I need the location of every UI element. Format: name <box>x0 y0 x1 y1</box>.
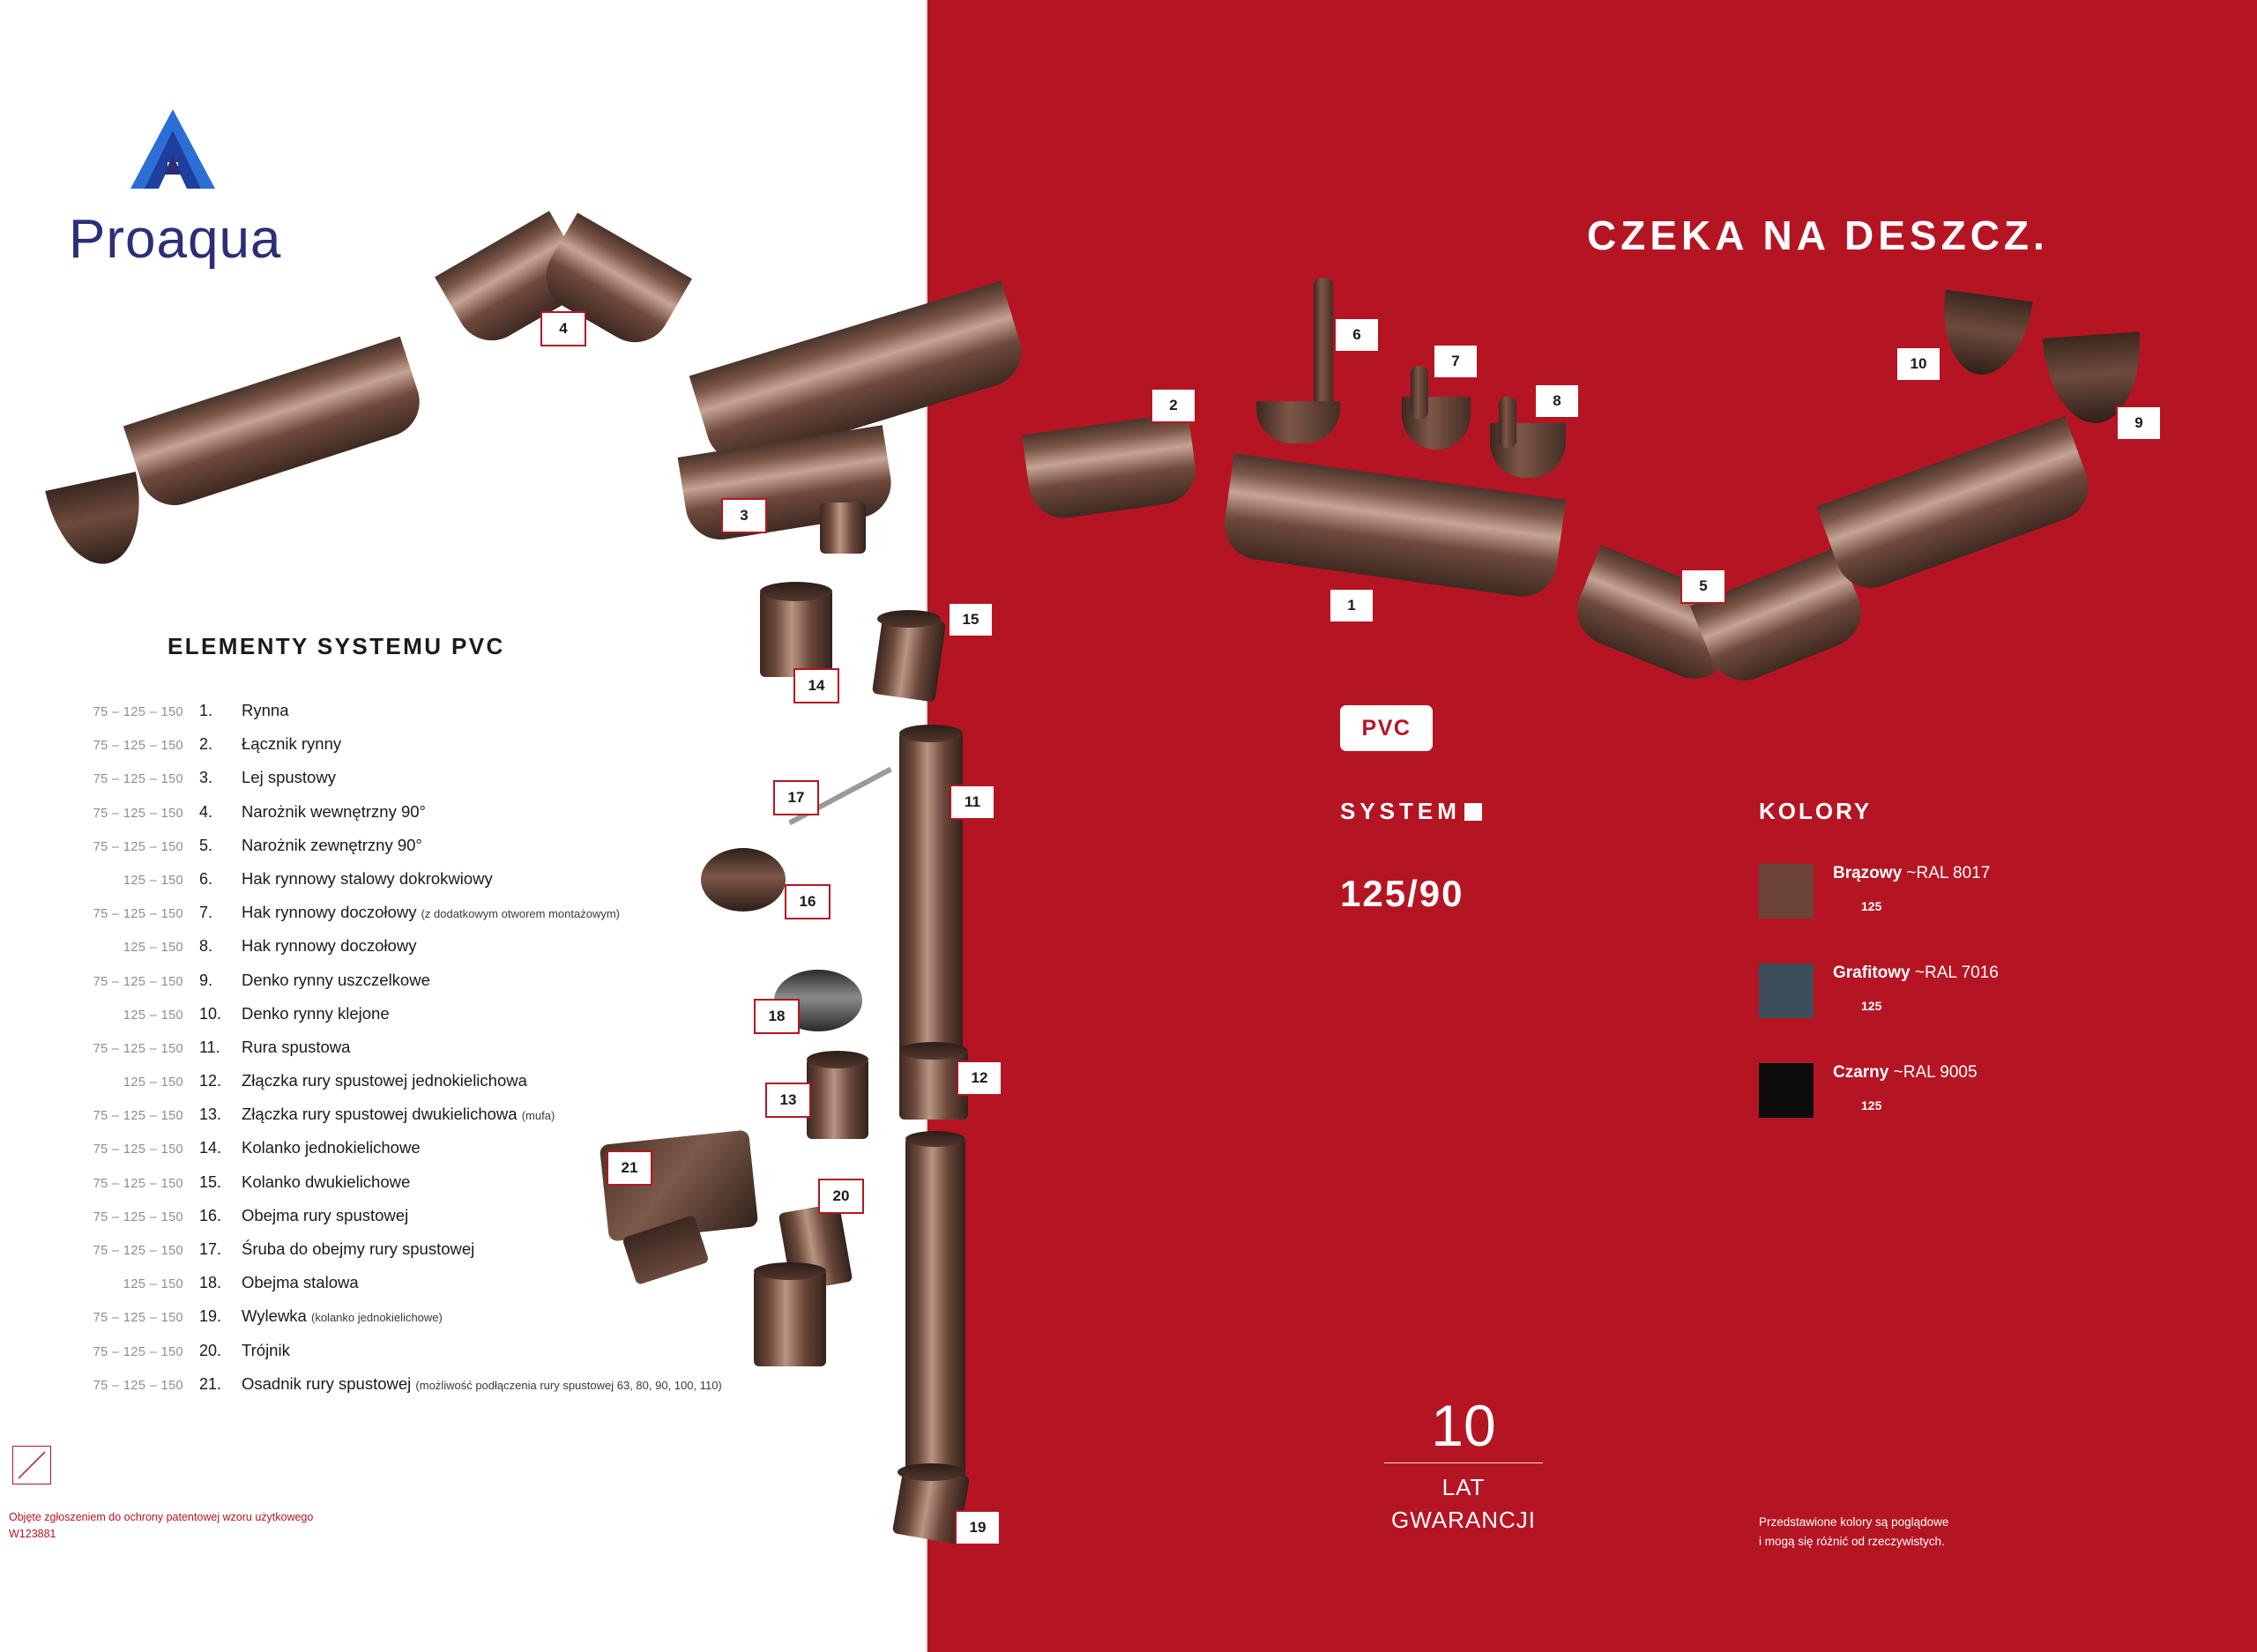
fascia-hook-stem-art-7 <box>1411 366 1428 419</box>
callout-14[interactable]: 14 <box>793 668 839 703</box>
part-row <box>51 1038 898 1071</box>
callout-1[interactable]: 1 <box>1329 588 1374 623</box>
callout-20[interactable]: 20 <box>818 1179 864 1214</box>
part-name <box>242 1341 290 1360</box>
color-disclaimer-line2: i mogą się różnić od rzeczywistych. <box>1759 1534 1945 1548</box>
patent-note <box>9 1509 313 1543</box>
part-name <box>242 768 336 787</box>
callout-4[interactable]: 4 <box>540 311 586 346</box>
proaqua-triangle-logo-icon <box>123 104 222 203</box>
part-row <box>51 903 898 936</box>
part-sizes: 75 – 125 – 150 <box>93 1209 183 1224</box>
part-name <box>242 1071 527 1090</box>
part-number: 13. <box>199 1105 222 1124</box>
callout-16[interactable]: 16 <box>785 884 831 919</box>
color-item-brown <box>1759 864 1990 919</box>
part-name <box>242 1374 722 1394</box>
part-sizes: 75 – 125 – 150 <box>93 806 183 821</box>
downpipe-art-upper <box>899 732 963 1062</box>
part-number: 2. <box>199 735 213 754</box>
callout-6[interactable]: 6 <box>1334 317 1380 353</box>
part-sizes: 75 – 125 – 150 <box>93 1344 183 1359</box>
part-row <box>51 802 898 836</box>
part-name <box>242 971 430 990</box>
part-number: 9. <box>199 971 213 989</box>
part-name-text: Rura spustowa <box>242 1037 351 1056</box>
part-row <box>51 701 898 734</box>
pvc-badge <box>1340 705 1433 751</box>
part-number: 20. <box>199 1341 222 1359</box>
part-number: 19. <box>199 1307 222 1326</box>
part-name-text: Kolanko dwukielichowe <box>242 1172 411 1191</box>
warranty-rule <box>1384 1462 1543 1463</box>
parts-list-title: ELEMENTY SYSTEMU PVC <box>168 633 505 659</box>
part-name-text: Obejma rury spustowej <box>242 1205 409 1224</box>
part-sizes: 75 – 125 – 150 <box>93 1378 183 1393</box>
part-name-text: Hak rynnowy stalowy dokrokwiowy <box>242 868 493 888</box>
steel-rafter-hook-art <box>1314 278 1333 419</box>
downpipe-art-lower <box>905 1137 965 1490</box>
callout-9[interactable]: 9 <box>2116 406 2162 441</box>
color-size-brown: 125 <box>1861 899 1882 913</box>
warranty-number: 10 <box>1431 1393 1496 1458</box>
part-name-text: Narożnik zewnętrzny 90° <box>242 835 422 854</box>
part-sizes: 125 – 150 <box>123 1008 183 1023</box>
callout-10[interactable]: 10 <box>1896 346 1941 382</box>
part-name <box>242 1172 410 1192</box>
double-socket-rim-art <box>807 1051 868 1068</box>
warranty-years-label: LAT <box>1441 1473 1486 1500</box>
part-name-text: Hak rynnowy doczołowy <box>242 936 417 956</box>
part-row <box>51 734 898 768</box>
part-name <box>242 1038 350 1057</box>
part-sizes: 75 – 125 – 150 <box>93 1041 183 1056</box>
color-size-black: 125 <box>1861 1098 1882 1112</box>
tee-body-art <box>754 1269 826 1366</box>
part-sizes: 75 – 125 – 150 <box>93 739 183 754</box>
part-row <box>51 1172 898 1206</box>
part-name-text: Hak rynnowy doczołowy <box>242 903 417 922</box>
part-sizes: 75 – 125 – 150 <box>93 907 183 922</box>
part-name <box>242 903 620 922</box>
color-name-graphite: Grafitowy ~RAL 7016 <box>1833 964 1999 982</box>
part-number: 10. <box>199 1004 222 1023</box>
elbow-single-rim-art <box>760 582 832 601</box>
patent-note-line2: W123881 <box>9 1527 56 1540</box>
callout-17[interactable]: 17 <box>773 780 819 815</box>
part-name-text: Trójnik <box>242 1340 290 1359</box>
part-name <box>242 734 341 754</box>
callout-21[interactable]: 21 <box>607 1150 652 1186</box>
double-socket-coupler-art <box>807 1058 868 1139</box>
part-sizes: 125 – 150 <box>123 873 183 888</box>
part-name <box>242 1239 474 1259</box>
system-label-square-icon <box>1464 803 1482 821</box>
headline: CZEKA NA DESZCZ. <box>1587 212 2049 258</box>
gutter-end-cap-art <box>45 472 153 573</box>
callout-7[interactable]: 7 <box>1433 344 1479 379</box>
color-item-black <box>1759 1063 1978 1118</box>
part-name <box>242 936 416 956</box>
color-size-graphite: 125 <box>1861 999 1882 1013</box>
callout-15[interactable]: 15 <box>948 602 994 637</box>
callout-8[interactable]: 8 <box>1534 383 1580 419</box>
part-number: 17. <box>199 1240 222 1258</box>
part-name-note: (kolanko jednokielichowe) <box>311 1311 443 1325</box>
part-name-text: Złączka rury spustowej jednokielichowa <box>242 1071 527 1090</box>
gutter-art-left <box>123 337 428 515</box>
part-name <box>242 836 422 855</box>
part-name-note: (z dodatkowym otworem montażowym) <box>421 907 620 921</box>
part-row <box>51 1206 898 1239</box>
part-sizes: 125 – 150 <box>123 1075 183 1090</box>
part-name-text: Wylewka <box>242 1306 307 1326</box>
part-number: 11. <box>199 1038 220 1056</box>
color-swatch-black <box>1759 1063 1814 1118</box>
part-sizes: 75 – 125 – 150 <box>93 1109 183 1124</box>
part-number: 5. <box>199 836 213 854</box>
colors-title: KOLORY <box>1759 798 1873 824</box>
color-swatch-graphite <box>1759 964 1814 1018</box>
part-number: 1. <box>199 702 213 719</box>
patent-icon <box>12 1446 51 1485</box>
part-sizes: 75 – 125 – 150 <box>93 1176 183 1191</box>
part-number: 7. <box>199 904 213 922</box>
outflow-rim-art <box>898 1463 965 1481</box>
part-name-text: Osadnik rury spustowej <box>242 1373 412 1393</box>
warranty-badge <box>1384 1393 1543 1534</box>
color-name-brown: Brązowy ~RAL 8017 <box>1833 864 1991 882</box>
part-name <box>242 701 288 720</box>
part-name <box>242 1273 359 1292</box>
part-name-text: Obejma stalowa <box>242 1273 359 1292</box>
part-name-note: (możliwość podłączenia rury spustowej 63, 80, 90, 100, 110) <box>415 1378 722 1392</box>
system-label-text: SYSTEM <box>1340 798 1461 824</box>
part-name <box>242 1306 443 1326</box>
callout-18[interactable]: 18 <box>754 999 800 1034</box>
part-name <box>242 869 493 889</box>
part-name <box>242 1105 555 1124</box>
part-name-text: Denko rynny uszczelkowe <box>242 970 430 989</box>
part-name-text: Lej spustowy <box>242 768 336 787</box>
part-name-text: Rynna <box>242 701 289 719</box>
part-row <box>51 936 898 970</box>
part-sizes: 125 – 150 <box>123 1277 183 1292</box>
elbow-double-rim-art <box>877 610 941 628</box>
part-name-note: (mufa) <box>521 1109 555 1123</box>
part-name-text: Narożnik wewnętrzny 90° <box>242 801 426 821</box>
elbow-single-art <box>760 589 832 677</box>
part-name <box>242 802 426 822</box>
part-number: 14. <box>199 1139 222 1157</box>
part-number: 3. <box>199 769 213 787</box>
callout-11[interactable]: 11 <box>950 785 995 820</box>
downpipe-rim-art-lower <box>905 1131 965 1147</box>
part-number: 4. <box>199 802 213 821</box>
part-name <box>242 1004 390 1023</box>
part-sizes: 75 – 125 – 150 <box>93 1244 183 1258</box>
callout-13[interactable]: 13 <box>765 1083 811 1118</box>
system-size: 125/90 <box>1340 873 1464 914</box>
color-disclaimer-line1: Przedstawione kolory są poglądowe <box>1759 1515 1949 1529</box>
part-name-text: Denko rynny klejone <box>242 1003 390 1023</box>
color-swatch-brown <box>1759 864 1814 919</box>
callout-2[interactable]: 2 <box>1151 388 1196 423</box>
pipe-coupler-rim-art <box>899 1042 968 1060</box>
brand-logo <box>60 104 351 271</box>
part-sizes: 75 – 125 – 150 <box>93 772 183 787</box>
warranty-label: GWARANCJI <box>1390 1506 1537 1533</box>
outlet-spigot-art <box>820 502 866 554</box>
fascia-hook-stem-art-8 <box>1499 397 1516 448</box>
part-sizes: 75 – 125 – 150 <box>93 1311 183 1326</box>
part-number: 18. <box>199 1274 222 1292</box>
brand-name: Proaqua <box>69 209 282 270</box>
part-name-text: Złączka rury spustowej dwukielichowa <box>242 1105 518 1124</box>
part-number: 16. <box>199 1206 222 1224</box>
part-sizes: 125 – 150 <box>123 941 183 956</box>
part-number: 12. <box>199 1072 222 1090</box>
color-name-black: Czarny ~RAL 9005 <box>1833 1063 1978 1082</box>
patent-note-line1: Objęte zgłoszeniem do ochrony patentowej wzoru użytkowego <box>9 1511 314 1523</box>
part-row <box>51 768 898 801</box>
callout-5[interactable]: 5 <box>1680 569 1726 604</box>
part-name-text: Śruba do obejmy rury spustowej <box>242 1239 475 1258</box>
color-item-graphite <box>1759 964 1999 1018</box>
part-number: 15. <box>199 1172 222 1191</box>
part-row <box>51 1138 898 1172</box>
part-name <box>242 1206 408 1225</box>
pvc-badge-label: PVC <box>1361 715 1412 740</box>
part-name-text: Kolanko jednokielichowe <box>242 1138 421 1157</box>
part-number: 21. <box>199 1374 222 1393</box>
downpipe-rim-art-upper <box>899 725 963 742</box>
system-label <box>1340 798 1482 825</box>
callout-19[interactable]: 19 <box>955 1510 1001 1545</box>
part-number: 8. <box>199 937 213 956</box>
tee-rim-art <box>754 1262 826 1280</box>
part-sizes: 75 – 125 – 150 <box>93 974 183 989</box>
callout-3[interactable]: 3 <box>721 498 767 533</box>
pipe-clamp-art <box>701 848 786 912</box>
part-sizes: 75 – 125 – 150 <box>93 1142 183 1157</box>
part-row <box>51 1374 898 1408</box>
part-number: 6. <box>199 869 213 888</box>
part-sizes: 75 – 125 – 150 <box>93 839 183 854</box>
color-disclaimer <box>1759 1513 1948 1551</box>
part-sizes: 75 – 125 – 150 <box>93 705 183 719</box>
part-name <box>242 1138 421 1157</box>
callout-12[interactable]: 12 <box>957 1060 1002 1096</box>
part-name-text: Łącznik rynny <box>242 734 342 754</box>
